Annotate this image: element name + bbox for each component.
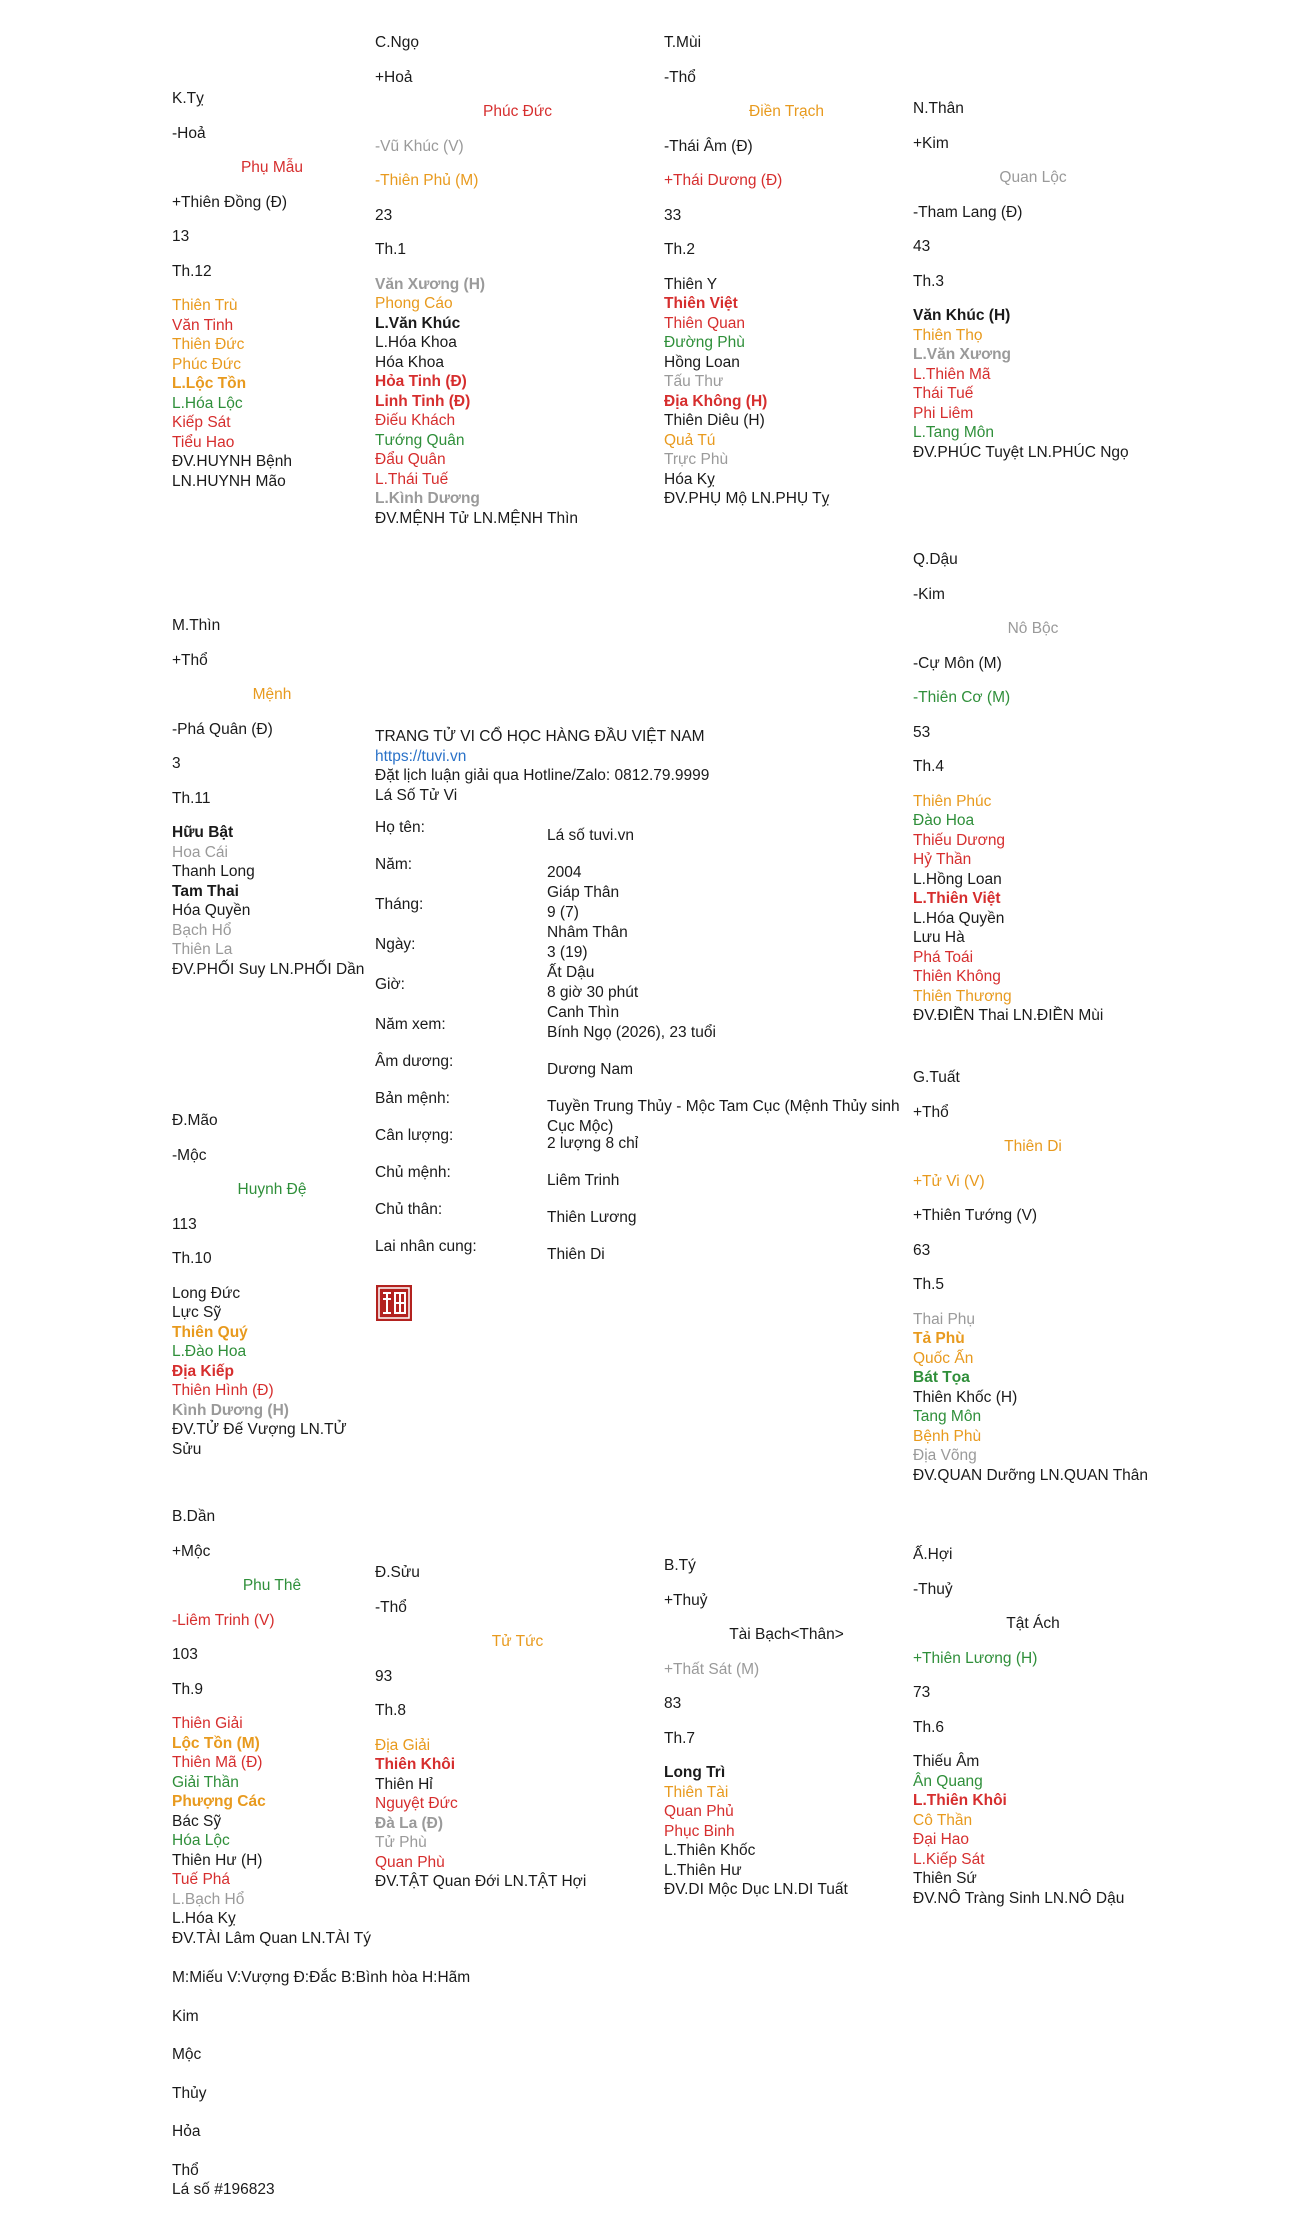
star-item: Thiếu Dương xyxy=(913,831,1006,849)
palace-element: -Thổ xyxy=(375,1598,407,1616)
star-item: Linh Tinh (Đ) xyxy=(375,392,471,410)
info-value-main: 2004 xyxy=(547,864,582,881)
palace-dv-line: ĐV.PHÚC Tuyệt LN.PHÚC Ngọ xyxy=(913,443,1129,461)
star-item: L.Kiếp Sát xyxy=(913,1850,985,1868)
element-moc: Mộc xyxy=(172,2046,202,2063)
star-item: L.Văn Khúc xyxy=(375,314,461,332)
info-row xyxy=(375,819,915,856)
palace-mui xyxy=(664,33,909,509)
palace-name: Tật Ách xyxy=(1006,1615,1060,1632)
palace-hoi xyxy=(913,1545,1153,1908)
star-item: Bạch Hổ xyxy=(172,921,232,939)
star-item: Thiên La xyxy=(172,941,233,958)
star-item: Thiên Việt xyxy=(664,295,738,312)
info-row xyxy=(375,936,915,981)
star-item: Lực Sỹ xyxy=(172,1304,222,1321)
major-period: 43 xyxy=(913,238,931,255)
month-period: Th.10 xyxy=(172,1250,212,1267)
star-item: Hoa Cái xyxy=(172,843,228,861)
star-item: Thiên Tài xyxy=(664,1783,729,1801)
star-item: Đẩu Quân xyxy=(375,451,446,468)
star-item: Đào Hoa xyxy=(913,812,975,829)
star-item: Thiên Quý xyxy=(172,1323,248,1341)
major-period: 63 xyxy=(913,1241,931,1259)
palace-name: Phu Thê xyxy=(242,1577,302,1594)
star-item: Thiên Hư (H) xyxy=(172,1851,263,1869)
main-star: +Thái Dương (Đ) xyxy=(664,172,783,189)
info-row xyxy=(375,976,915,1021)
info-value-main: Thiên Lương xyxy=(547,1209,637,1226)
palace-element: -Hoả xyxy=(172,124,206,142)
star-item: Long Trì xyxy=(664,1764,726,1781)
info-label: Chủ mệnh: xyxy=(375,1164,451,1181)
star-item: L.Kình Dương xyxy=(375,490,480,507)
star-list xyxy=(664,1763,909,1880)
palace-element: -Thổ xyxy=(664,68,696,86)
palace-dv-line: ĐV.QUAN Dưỡng LN.QUAN Thân xyxy=(913,1466,1149,1484)
info-label: Ngày: xyxy=(375,936,416,953)
info-label: Tháng: xyxy=(375,896,424,913)
palace-dv-line: ĐV.PHỐI Suy LN.PHỐI Dần xyxy=(172,960,365,978)
info-value xyxy=(547,1134,917,1154)
star-item: Thiên Mã (Đ) xyxy=(172,1754,263,1771)
star-item: Phượng Các xyxy=(172,1793,266,1810)
palace-dv-line: ĐV.TỬ Đế Vượng LN.TỬ Sửu xyxy=(172,1421,347,1458)
chart-info-panel xyxy=(375,727,915,1275)
star-list xyxy=(172,1284,372,1421)
star-item: Thiên Đức xyxy=(172,336,245,353)
star-item: Thiên Quan xyxy=(664,314,745,332)
palace-branch: Q.Dậu xyxy=(913,551,958,568)
month-period: Th.8 xyxy=(375,1702,407,1719)
palace-branch: Ấ.Hợi xyxy=(913,1546,953,1563)
star-item: Phúc Đức xyxy=(172,355,241,373)
element-tho: Thổ xyxy=(172,2161,199,2179)
month-period: Th.7 xyxy=(664,1729,696,1747)
major-period: 83 xyxy=(664,1695,682,1712)
main-star: -Thái Âm (Đ) xyxy=(664,137,753,155)
palace-thin xyxy=(172,616,372,979)
star-item: L.Hóa Kỵ xyxy=(172,1910,236,1927)
info-label: Cân lượng: xyxy=(375,1127,454,1144)
major-period: 3 xyxy=(172,755,181,772)
palace-name: Thiên Di xyxy=(1004,1138,1062,1155)
palace-element: -Kim xyxy=(913,585,945,603)
main-star: +Thiên Lương (H) xyxy=(913,1649,1038,1667)
palace-branch: B.Tý xyxy=(664,1557,696,1574)
hotline-text: Đặt lịch luận giải qua Hotline/Zalo: 0812.79.9999 xyxy=(375,767,710,784)
palace-element: -Mộc xyxy=(172,1146,207,1164)
palace-element: +Thổ xyxy=(913,1103,949,1121)
star-item: Hóa Lộc xyxy=(172,1832,230,1849)
star-item: Địa Giải xyxy=(375,1736,431,1754)
palace-name: Điền Trạch xyxy=(749,103,824,120)
star-item: Thiên Khốc (H) xyxy=(913,1388,1018,1406)
info-value-main: Lá số tuvi.vn xyxy=(547,827,635,844)
info-label: Âm dương: xyxy=(375,1053,454,1070)
info-row xyxy=(375,1238,915,1275)
star-item: Kình Dương (H) xyxy=(172,1401,289,1419)
site-link[interactable]: https://tuvi.vn xyxy=(375,747,467,765)
element-thuy: Thủy xyxy=(172,2084,207,2102)
star-item: Thiên Thương xyxy=(913,987,1012,1005)
star-item: L.Bạch Hổ xyxy=(172,1890,245,1908)
month-period: Th.12 xyxy=(172,262,212,280)
star-list xyxy=(375,1736,660,1873)
palace-dau xyxy=(913,550,1153,1026)
star-item: Phi Liêm xyxy=(913,404,974,422)
major-period: 113 xyxy=(172,1215,197,1233)
star-item: Văn Xương (H) xyxy=(375,275,486,293)
star-item: Thiên Không xyxy=(913,968,1001,985)
palace-name: Nô Bộc xyxy=(1007,620,1059,637)
info-value xyxy=(547,1208,917,1228)
star-item: Thiên Diêu (H) xyxy=(664,412,765,429)
info-value-main: 8 giờ 30 phút xyxy=(547,984,639,1001)
month-period: Th.2 xyxy=(664,241,696,258)
star-item: Thiên Hỉ xyxy=(375,1775,433,1793)
main-star: +Thiên Đồng (Đ) xyxy=(172,193,288,211)
star-item: L.Thiên Khôi xyxy=(913,1792,1007,1809)
site-title: TRANG TỬ VI CỔ HỌC HÀNG ĐẦU VIỆT NAM xyxy=(375,728,705,745)
info-label: Họ tên: xyxy=(375,819,425,836)
star-list xyxy=(913,306,1153,443)
info-value-main: Tuyền Trung Thủy - Mộc Tam Cục (Mệnh Thủy sinh Cục Mộc) xyxy=(547,1098,900,1135)
star-item: Tam Thai xyxy=(172,882,239,900)
palace-branch: T.Mùi xyxy=(664,34,702,51)
palace-ty xyxy=(172,89,372,491)
star-item: Thanh Long xyxy=(172,863,255,880)
palace-element: +Thổ xyxy=(172,651,208,669)
month-period: Th.5 xyxy=(913,1276,945,1293)
palace-ti xyxy=(664,1556,909,1900)
palace-name: Phụ Mẫu xyxy=(240,159,304,176)
star-item: Thiên Hình (Đ) xyxy=(172,1382,274,1399)
main-star: -Thiên Cơ (M) xyxy=(913,689,1011,706)
major-period: 103 xyxy=(172,1646,198,1663)
star-item: Bác Sỹ xyxy=(172,1812,222,1830)
info-value xyxy=(547,1245,917,1265)
star-item: Thiên Trù xyxy=(172,297,238,314)
main-star: +Tử Vi (V) xyxy=(913,1172,985,1190)
info-row xyxy=(375,1053,915,1090)
info-value-main: Thiên Di xyxy=(547,1246,605,1263)
major-period: 93 xyxy=(375,1667,393,1685)
star-item: Thiên Sứ xyxy=(913,1870,977,1887)
star-item: Đường Phù xyxy=(664,334,745,351)
star-item: Tang Môn xyxy=(913,1408,982,1425)
palace-branch: C.Ngọ xyxy=(375,34,419,51)
star-list xyxy=(375,275,660,509)
month-period: Th.6 xyxy=(913,1718,945,1736)
star-item: Phong Cáo xyxy=(375,295,453,312)
star-item: Hóa Quyền xyxy=(172,902,251,919)
info-label: Năm xem: xyxy=(375,1016,446,1033)
star-item: Lưu Hà xyxy=(913,929,965,946)
palace-name: Phúc Đức xyxy=(483,103,552,120)
star-item: L.Thái Tuế xyxy=(375,470,449,488)
star-item: Thiên Phúc xyxy=(913,792,992,810)
info-row xyxy=(375,1090,915,1135)
info-value xyxy=(547,1060,917,1080)
info-label: Chủ thân: xyxy=(375,1201,443,1218)
info-row xyxy=(375,1201,915,1238)
palace-branch: K.Tỵ xyxy=(172,90,204,107)
star-item: Hóa Kỵ xyxy=(664,470,715,488)
star-item: Tấu Thư xyxy=(664,373,724,390)
info-value-main: Dương Nam xyxy=(547,1061,634,1078)
star-item: Thiên Giải xyxy=(172,1715,243,1732)
star-list xyxy=(172,823,372,960)
legend xyxy=(172,1968,470,2200)
info-value-sub: Giáp Thân xyxy=(547,883,620,901)
element-kim: Kim xyxy=(172,2007,199,2025)
major-period: 73 xyxy=(913,1684,931,1701)
main-star: -Thiên Phủ (M) xyxy=(375,172,479,189)
star-list xyxy=(913,1752,1153,1889)
info-label: Giờ: xyxy=(375,976,405,993)
star-item: Trực Phù xyxy=(664,451,729,468)
info-label: Lai nhân cung: xyxy=(375,1238,477,1255)
palace-dan xyxy=(172,1507,372,1948)
star-item: Hóa Khoa xyxy=(375,353,444,371)
info-value-main: Bính Ngọ (2026), 23 tuổi xyxy=(547,1024,716,1041)
star-item: Điếu Khách xyxy=(375,412,456,429)
star-item: Thiên Khôi xyxy=(375,1756,456,1773)
star-item: Tướng Quân xyxy=(375,431,465,449)
palace-branch: M.Thìn xyxy=(172,617,221,634)
star-item: Thiếu Âm xyxy=(913,1753,980,1770)
chart-number: Lá số #196823 xyxy=(172,2181,275,2198)
star-item: Tuế Phá xyxy=(172,1871,231,1888)
palace-name: Tử Tức xyxy=(491,1633,544,1650)
star-item: Văn Khúc (H) xyxy=(913,307,1011,324)
main-star: +Thiên Tướng (V) xyxy=(913,1207,1038,1224)
star-item: Thiên Thọ xyxy=(913,326,983,344)
main-star: -Tham Lang (Đ) xyxy=(913,203,1023,221)
main-star: -Cự Môn (M) xyxy=(913,654,1002,672)
info-value-sub: Canh Thìn xyxy=(547,1003,620,1021)
star-item: Thái Tuế xyxy=(913,385,974,402)
main-star: -Liêm Trinh (V) xyxy=(172,1611,275,1629)
palace-branch: B.Dần xyxy=(172,1508,216,1525)
info-row xyxy=(375,896,915,941)
star-item: L.Văn Xương xyxy=(913,346,1012,363)
palace-element: +Thuỷ xyxy=(664,1591,708,1609)
palace-name: Quan Lộc xyxy=(999,169,1067,186)
palace-dv-line: ĐV.TÀI Lâm Quan LN.TÀI Tý xyxy=(172,1929,371,1947)
star-item: Quốc Ấn xyxy=(913,1349,974,1367)
star-item: L.Thiên Mã xyxy=(913,365,991,383)
palace-dv-line: ĐV.HUYNH Bệnh LN.HUYNH Mão xyxy=(172,453,293,490)
palace-dv-line: ĐV.DI Mộc Dục LN.DI Tuất xyxy=(664,1881,848,1898)
star-item: Địa Kiếp xyxy=(172,1362,235,1380)
star-item: Đà La (Đ) xyxy=(375,1814,444,1832)
star-item: Văn Tinh xyxy=(172,316,234,334)
month-period: Th.11 xyxy=(172,789,211,807)
star-item: L.Lộc Tồn xyxy=(172,375,247,392)
palace-dv-line: ĐV.ĐIỀN Thai LN.ĐIỀN Mùi xyxy=(913,1007,1104,1024)
star-item: Long Đức xyxy=(172,1284,241,1302)
star-item: Ân Quang xyxy=(913,1772,983,1790)
star-item: L.Thiên Việt xyxy=(913,890,1001,907)
major-period: 23 xyxy=(375,206,393,224)
info-value xyxy=(547,1171,917,1191)
star-item: Kiếp Sát xyxy=(172,414,231,431)
star-item: Nguyệt Đức xyxy=(375,1795,458,1812)
star-item: L.Thiên Khốc xyxy=(664,1842,756,1859)
main-star: +Thất Sát (M) xyxy=(664,1660,760,1678)
star-list xyxy=(172,296,372,452)
star-item: Đại Hao xyxy=(913,1831,969,1848)
info-value-main: 2 lượng 8 chỉ xyxy=(547,1135,639,1152)
star-item: L.Hóa Quyền xyxy=(913,909,1005,927)
star-item: Tử Phù xyxy=(375,1834,427,1851)
star-item: Phục Binh xyxy=(664,1822,735,1840)
info-value-main: 9 (7) xyxy=(547,904,579,921)
palace-mao xyxy=(172,1111,372,1459)
star-item: L.Đào Hoa xyxy=(172,1343,247,1360)
info-value-sub: Ất Dậu xyxy=(547,963,595,981)
star-item: Phá Toái xyxy=(913,948,974,966)
star-item: Tả Phù xyxy=(913,1330,965,1347)
star-list xyxy=(664,275,909,490)
element-hoa: Hỏa xyxy=(172,2123,201,2140)
palace-name: Huynh Đệ xyxy=(237,1181,307,1198)
star-item: L.Hóa Khoa xyxy=(375,334,457,351)
info-row xyxy=(375,1127,915,1164)
palace-name: Tài Bạch<Thân> xyxy=(729,1626,844,1643)
month-period: Th.3 xyxy=(913,272,945,290)
palace-dv-line: ĐV.PHỤ Mộ LN.PHỤ Tỵ xyxy=(664,490,830,507)
legend-text: M:Miếu V:Vượng Đ:Đắc B:Bình hòa H:Hãm xyxy=(172,1969,471,1986)
star-item: Cô Thần xyxy=(913,1811,973,1829)
palace-element: +Kim xyxy=(913,134,949,152)
star-item: Địa Không (H) xyxy=(664,392,768,410)
palace-suu xyxy=(375,1563,660,1892)
palace-than xyxy=(913,99,1153,462)
star-item: Hỷ Thần xyxy=(913,851,972,868)
palace-branch: N.Thân xyxy=(913,100,964,117)
month-period: Th.9 xyxy=(172,1680,204,1698)
star-item: L.Hóa Lộc xyxy=(172,394,243,412)
star-item: Địa Võng xyxy=(913,1447,977,1464)
star-list xyxy=(913,792,1153,1007)
star-item: L.Hồng Loan xyxy=(913,870,1002,888)
star-item: Thiên Y xyxy=(664,275,718,293)
major-period: 53 xyxy=(913,723,931,741)
chart-label: Lá Số Tử Vi xyxy=(375,786,458,804)
palace-element: +Hoả xyxy=(375,68,413,86)
main-star: -Phá Quân (Đ) xyxy=(172,720,273,738)
info-value xyxy=(547,1023,917,1043)
month-period: Th.1 xyxy=(375,241,407,258)
star-item: Quan Phù xyxy=(375,1853,445,1871)
star-item: Bệnh Phù xyxy=(913,1427,982,1445)
star-item: Thai Phụ xyxy=(913,1310,976,1328)
star-item: Tiểu Hao xyxy=(172,433,235,451)
major-period: 33 xyxy=(664,206,682,224)
star-item: Giải Thần xyxy=(172,1773,239,1791)
star-item: Hữu Bật xyxy=(172,824,234,841)
star-item: Bát Tọa xyxy=(913,1369,970,1386)
main-star: -Vũ Khúc (V) xyxy=(375,137,464,155)
star-item: Hồng Loan xyxy=(664,353,740,371)
info-value-sub: Nhâm Thân xyxy=(547,923,628,941)
star-item: Lộc Tồn (M) xyxy=(172,1734,260,1752)
palace-branch: G.Tuất xyxy=(913,1069,960,1086)
info-table xyxy=(375,819,915,1275)
palace-dv-line: ĐV.MỆNH Tử LN.MỆNH Thìn xyxy=(375,509,579,527)
palace-dv-line: ĐV.NÔ Tràng Sinh LN.NÔ Dậu xyxy=(913,1889,1125,1907)
star-item: Hỏa Tinh (Đ) xyxy=(375,373,467,390)
palace-ngo xyxy=(375,33,660,528)
info-value-main: Liêm Trinh xyxy=(547,1172,620,1189)
palace-branch: Đ.Sửu xyxy=(375,1564,420,1581)
star-item: Quả Tú xyxy=(664,431,716,449)
info-row xyxy=(375,1164,915,1201)
info-value-main: 3 (19) xyxy=(547,944,588,961)
info-label: Bản mệnh: xyxy=(375,1090,450,1107)
star-list xyxy=(172,1714,372,1929)
star-item: L.Tang Môn xyxy=(913,424,994,441)
star-list xyxy=(913,1310,1153,1466)
palace-branch: Đ.Mão xyxy=(172,1112,218,1129)
palace-element: +Mộc xyxy=(172,1542,211,1560)
palace-element: -Thuỷ xyxy=(913,1580,953,1598)
info-row xyxy=(375,1016,915,1053)
major-period: 13 xyxy=(172,228,190,245)
info-value xyxy=(547,826,917,846)
star-item: Quan Phủ xyxy=(664,1803,734,1820)
star-item: L.Thiên Hư xyxy=(664,1861,742,1879)
palace-name: Mệnh xyxy=(252,686,292,703)
palace-dv-line: ĐV.TẬT Quan Đới LN.TẬT Hợi xyxy=(375,1873,587,1890)
info-label: Năm: xyxy=(375,856,413,873)
month-period: Th.4 xyxy=(913,758,945,775)
palace-tuat xyxy=(913,1068,1153,1485)
tuvi-seal-logo xyxy=(375,1284,413,1322)
info-row xyxy=(375,856,915,901)
